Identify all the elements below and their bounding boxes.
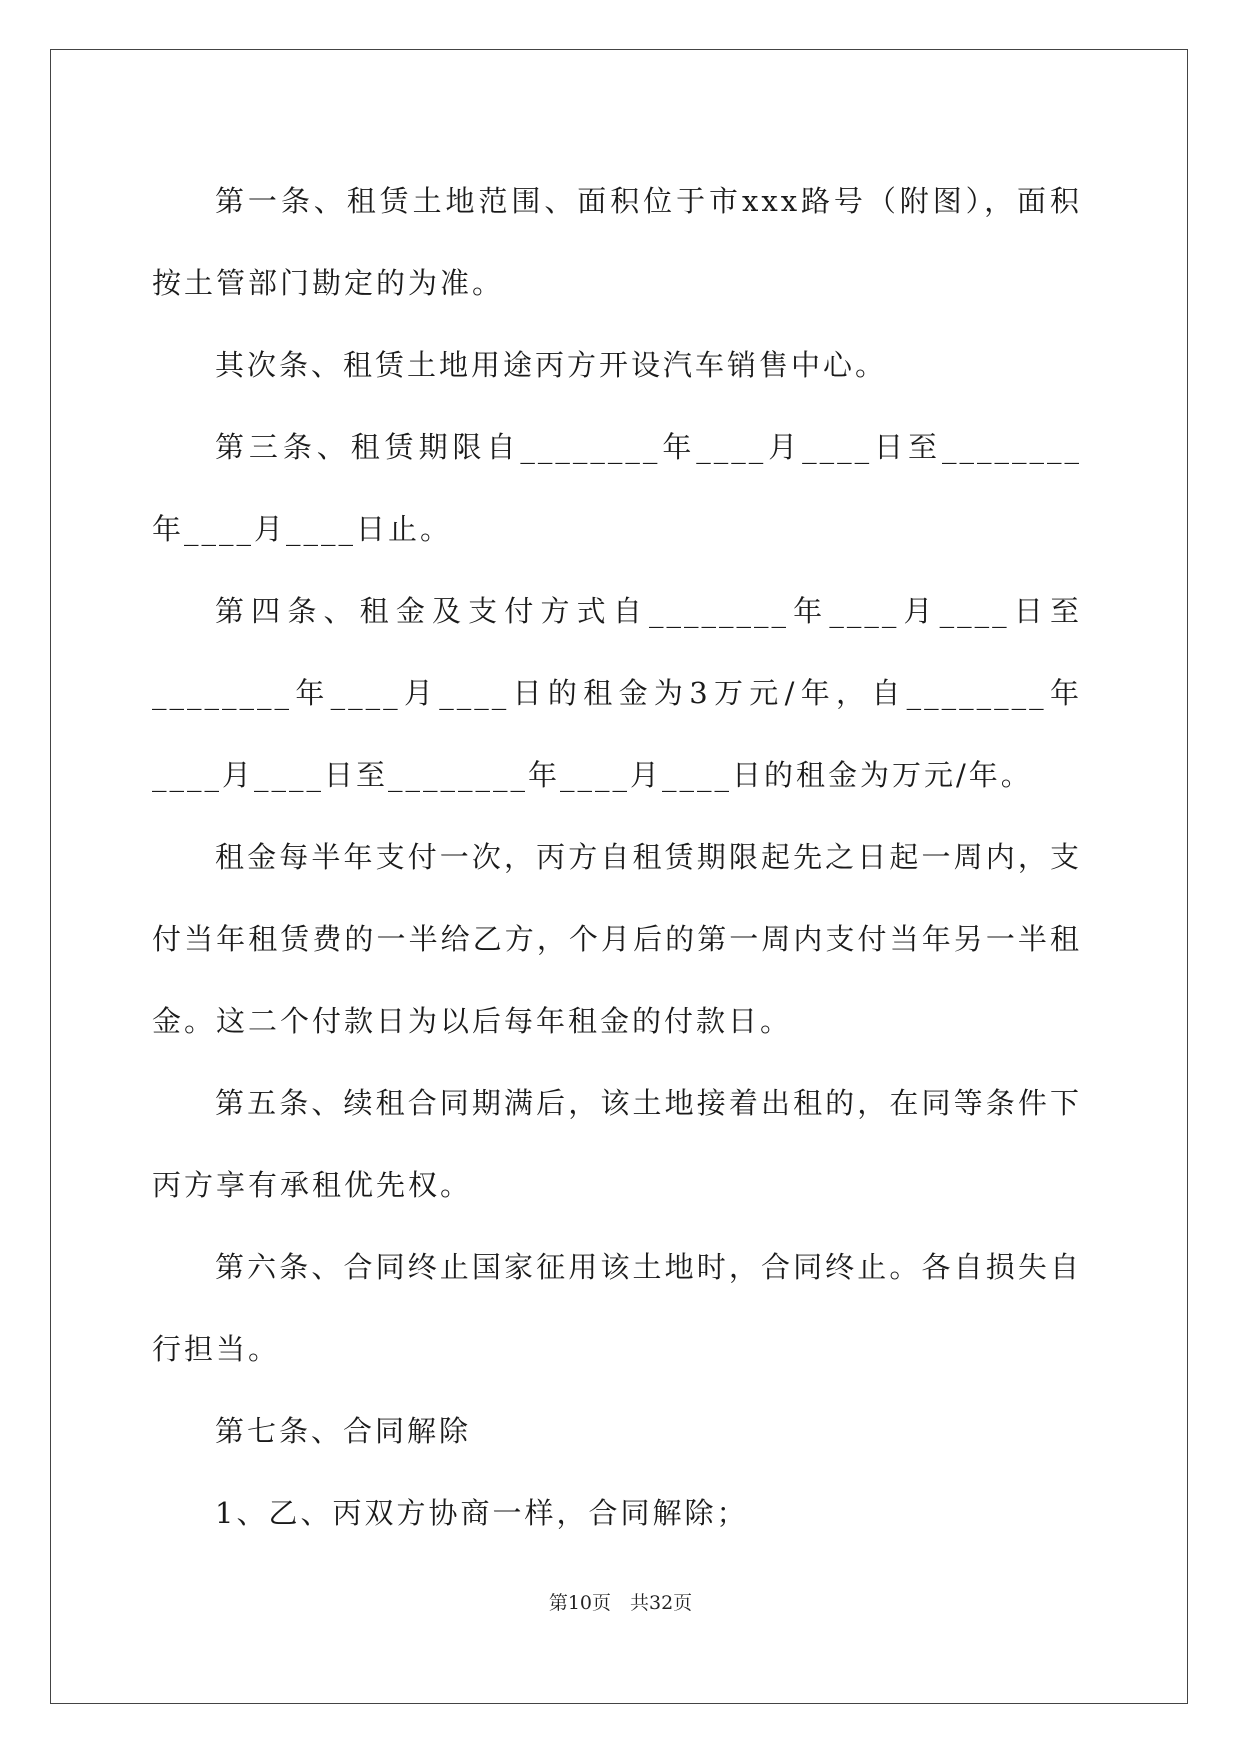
- paragraph-article-2: 其次条、租赁土地用途丙方开设汽车销售中心。: [215, 348, 888, 382]
- page-number-footer: 第10页 共32页: [548, 1592, 693, 1614]
- paragraph-article-5: 第五条、续租合同期满后，该土地接着出租的，在同等条件下丙方享有承租优先权。: [152, 1086, 1082, 1202]
- paragraph-article-6: 第六条、合同终止国家征用该土地时，合同终止。各自损失自行担当。: [152, 1250, 1082, 1366]
- paragraph-payment-terms: 租金每半年支付一次，丙方自租赁期限起先之日起一周内，支付当年租赁费的一半给乙方，个月后的第一周内支付当年另一半租金。这二个付款日为以后每年租金的付款日。: [152, 840, 1082, 1038]
- paragraph-article-1: 第一条、租赁土地范围、面积位于市xxx路号（附图），面积按土管部门勘定的为准。: [152, 184, 1082, 300]
- document-body: [152, 160, 1082, 1554]
- paragraph-article-4: 第四条、租金及支付方式自________年____月____日至________年____月____日的租金为3万元/年，自________年____月____日至________年____月____日的租金为万元/年。: [152, 594, 1082, 792]
- paragraph-article-7-item-1: 1、乙、丙双方协商一样，合同解除；: [215, 1496, 749, 1530]
- paragraph-article-7-heading: 第七条、合同解除: [215, 1414, 472, 1448]
- paragraph-article-3: 第三条、租赁期限自________年____月____日至________年____月____日止。: [152, 430, 1082, 546]
